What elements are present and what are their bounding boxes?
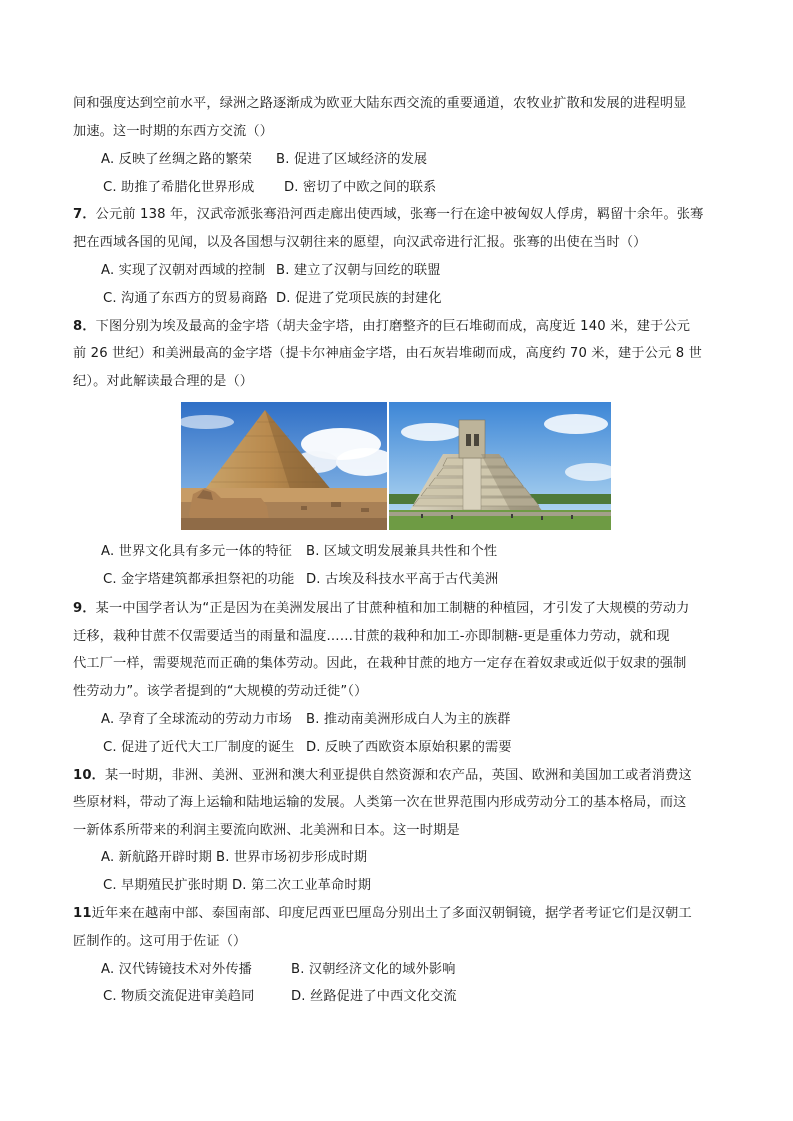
q11-option-b: B. 汉朝经济文化的域外影响 [291, 962, 456, 977]
q6-option-d: D. 密切了中欧之间的联系 [284, 180, 437, 195]
q9-number: 9． [73, 601, 96, 616]
q11-option-d: D. 丝路促进了中西文化交流 [291, 989, 457, 1004]
q7-option-d: D. 促进了党项民族的封建化 [276, 291, 442, 306]
mesoamerican-pyramid-photo [389, 402, 611, 530]
q8-stem-line-1 [73, 318, 690, 336]
q8-option-c: C. 金字塔建筑都承担祭祀的功能 [103, 572, 295, 587]
q8-option-a: A. 世界文化具有多元一体的特征 [101, 544, 293, 559]
q11-number: 11 [73, 906, 92, 921]
q9-option-c: C. 促进了近代大工厂制度的诞生 [103, 740, 295, 755]
giza-pyramid-photo [181, 402, 396, 530]
q10-stem-line-1 [73, 767, 692, 785]
q9-stem-line-2: 迁移，栽种甘蔗不仅需要适当的雨量和温度……甘蔗的栽种和加工-亦即制糖-更是重体力劳动，就和现 [73, 629, 670, 644]
q9-option-b: B. 推动南美洲形成白人为主的族群 [306, 712, 511, 727]
q6-stem-line-1: 间和强度达到空前水平，绿洲之路逐渐成为欧亚大陆东西交流的重要通道，农牧业扩散和发展的进程明显 [73, 96, 687, 111]
q8-stem-text-1: 下图分别为埃及最高的金字塔（胡夫金字塔，由打磨整齐的巨石堆砌而成，高度近 140 米，建于公元 [95, 319, 691, 334]
q11-stem-text-1: 近年来在越南中部、泰国南部、印度尼西亚巴厘岛分别出土了多面汉朝铜镜，据学者考证它们是汉朝工 [91, 906, 692, 921]
q8-stem-line-3: 纪）。对此解读最合理的是（） [73, 374, 254, 389]
q6-option-a: A. 反映了丝绸之路的繁荣 [101, 152, 252, 167]
q9-stem-text-1: 某一中国学者认为“正是因为在美洲发展出了甘蔗种植和加工制糖的种植园，才引发了大规模的劳动力 [95, 601, 690, 616]
q8-stem-line-2: 前 26 世纪）和美洲最高的金字塔（提卡尔神庙金字塔，由石灰岩堆砌而成，高度约 70 米，建于公元 8 世 [73, 346, 702, 361]
q9-stem-line-1 [73, 600, 690, 618]
q10-number: 10． [73, 768, 105, 783]
q10-stem-line-2: 些原材料，带动了海上运输和陆地运输的发展。人类第一次在世界范围内形成劳动分工的基本格局，而这 [73, 795, 687, 810]
q9-stem-line-3: 代工厂一样，需要规范而正确的集体劳动。因此，在栽种甘蔗的地方一定存在着奴隶或近似于奴隶的强制 [73, 656, 687, 671]
q10-stem-line-3: 一新体系所带来的利润主要流向欧洲、北美洲和日本。这一时期是 [73, 823, 460, 838]
q7-stem-text-1: 公元前 138 年，汉武帝派张骞沿河西走廊出使西域，张骞一行在途中被匈奴人俘虏，羁留十余年。张骞 [95, 207, 704, 222]
q6-option-b: B. 促进了区域经济的发展 [276, 152, 428, 167]
pyramids-figure [181, 402, 611, 530]
q11-stem-line-2: 匠制作的。这可用于佐证（） [73, 934, 247, 949]
q9-stem-line-4: 性劳动力”。该学者提到的“大规模的劳动迁徙”（） [73, 684, 368, 699]
q11-option-a: A. 汉代铸镜技术对外传播 [101, 962, 252, 977]
q8-option-d: D. 古埃及科技水平高于古代美洲 [306, 572, 499, 587]
q7-option-b: B. 建立了汉朝与回纥的联盟 [276, 263, 441, 278]
q7-stem-line-2: 把在西域各国的见闻，以及各国想与汉朝往来的愿望，向汉武帝进行汇报。张骞的出使在当时（） [73, 235, 647, 250]
q11-option-c: C. 物质交流促进审美趋同 [103, 989, 255, 1004]
pyramids-image [181, 402, 611, 530]
q9-option-a: A. 孕育了全球流动的劳动力市场 [101, 712, 293, 727]
q7-option-c: C. 沟通了东西方的贸易商路 [103, 291, 268, 306]
q7-number: 7． [73, 207, 96, 222]
q9-option-d: D. 反映了西欧资本原始积累的需要 [306, 740, 512, 755]
q10-option-b: B. 世界市场初步形成时期 [216, 850, 368, 865]
q10-stem-text-1: 某一时期，非洲、美洲、亚洲和澳大利亚提供自然资源和农产品，英国、欧洲和美国加工或者消费这 [105, 768, 692, 783]
q10-option-c: C. 早期殖民扩张时期 [103, 878, 228, 893]
q10-option-d: D. 第二次工业革命时期 [232, 878, 372, 893]
q8-number: 8． [73, 319, 96, 334]
q10-option-a: A. 新航路开辟时期 [101, 850, 212, 865]
q7-stem-line-1 [73, 206, 704, 224]
q6-stem-line-2: 加速。这一时期的东西方交流（） [73, 124, 274, 139]
q8-option-b: B. 区域文明发展兼具共性和个性 [306, 544, 498, 559]
q6-option-c: C. 助推了希腊化世界形成 [103, 180, 255, 195]
q11-stem-line-1 [73, 905, 692, 923]
q7-option-a: A. 实现了汉朝对西域的控制 [101, 263, 266, 278]
